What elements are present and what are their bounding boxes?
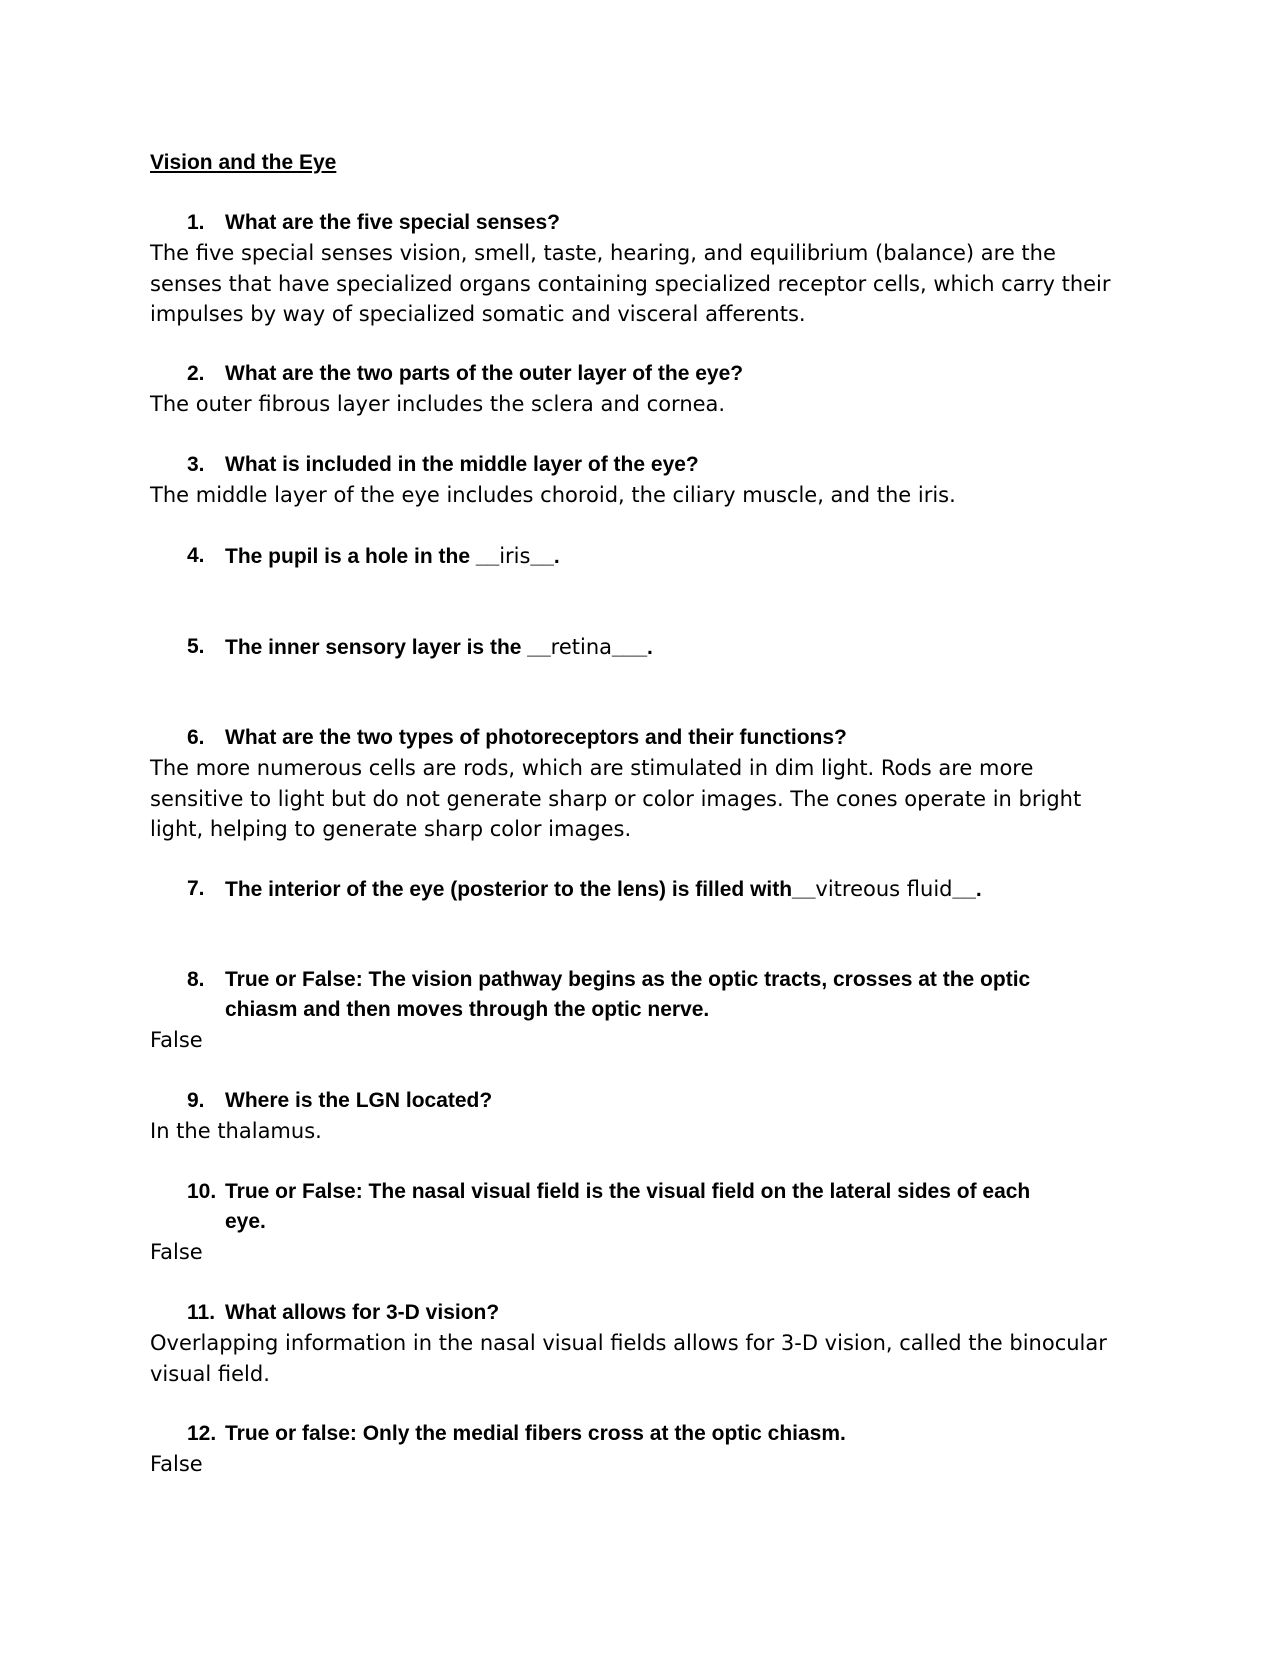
answer-10: False	[150, 1240, 203, 1264]
question-text: What is included in the middle layer of the eye?	[225, 453, 699, 476]
question-text: What are the five special senses?	[225, 211, 560, 234]
question-text: True or false: Only the medial fibers cross at the optic chiasm.	[225, 1422, 846, 1445]
question-suffix: __.	[530, 545, 560, 568]
answer-12: False	[150, 1452, 203, 1476]
question-number: 1.	[187, 211, 205, 234]
question-suffix: ___.	[612, 636, 653, 659]
question-text: True or False: The nasal visual field is the visual field on the lateral sides of each eye.	[225, 1180, 1031, 1233]
fill-in-answer: retina	[550, 635, 612, 659]
answer-8: False	[150, 1028, 203, 1052]
question-number: 3.	[187, 453, 205, 476]
question-suffix: __.	[952, 878, 982, 901]
question-number: 11.	[187, 1301, 216, 1324]
answer-11: Overlapping information in the nasal visual fields allows for 3-D vision, called the binocular visual field.	[150, 1331, 1107, 1386]
question-text: What allows for 3-D vision?	[225, 1301, 500, 1324]
question-prefix: The pupil is a hole in the __	[225, 545, 500, 568]
fill-in-answer: iris	[499, 544, 531, 568]
question-prefix: The inner sensory layer is the __	[225, 636, 551, 659]
question-number: 9.	[187, 1089, 205, 1112]
answer-9: In the thalamus.	[150, 1119, 322, 1143]
document-title: Vision and the Eye	[150, 151, 337, 174]
question-text: Where is the LGN located?	[225, 1089, 493, 1112]
question-text	[225, 874, 1075, 905]
question-text: True or False: The vision pathway begins as the optic tracts, crosses at the optic chiasm and then moves through the optic nerve.	[225, 968, 1031, 1021]
question-text: What are the two types of photoreceptors and their functions?	[225, 726, 847, 749]
question-number: 6.	[187, 726, 205, 749]
answer-3: The middle layer of the eye includes choroid, the ciliary muscle, and the iris.	[150, 483, 956, 507]
question-text: What are the two parts of the outer layer of the eye?	[225, 362, 744, 385]
answer-2: The outer fibrous layer includes the sclera and cornea.	[150, 392, 726, 416]
answer-1: The five special senses vision, smell, taste, hearing, and equilibrium (balance) are the senses that have specialized organs containing specialized receptor cells, which carry their impulses by way of specialized somatic and visceral afferents.	[150, 241, 1111, 326]
fill-in-answer: vitreous fluid	[815, 877, 953, 901]
question-number: 12.	[187, 1422, 217, 1445]
question-number: 7.	[187, 877, 205, 900]
question-number: 4.	[187, 544, 205, 567]
question-number: 10.	[187, 1180, 217, 1203]
question-number: 5.	[187, 635, 205, 658]
question-text	[225, 541, 1075, 572]
answer-6: The more numerous cells are rods, which are stimulated in dim light. Rods are more sensitive to light but do not generate sharp or color images. The cones operate in bright light, helping to generate sharp color images.	[150, 756, 1082, 841]
question-prefix: The interior of the eye (posterior to the lens) is filled with__	[225, 878, 816, 901]
question-number: 8.	[187, 968, 205, 991]
question-number: 2.	[187, 362, 205, 385]
question-text	[225, 632, 1075, 663]
